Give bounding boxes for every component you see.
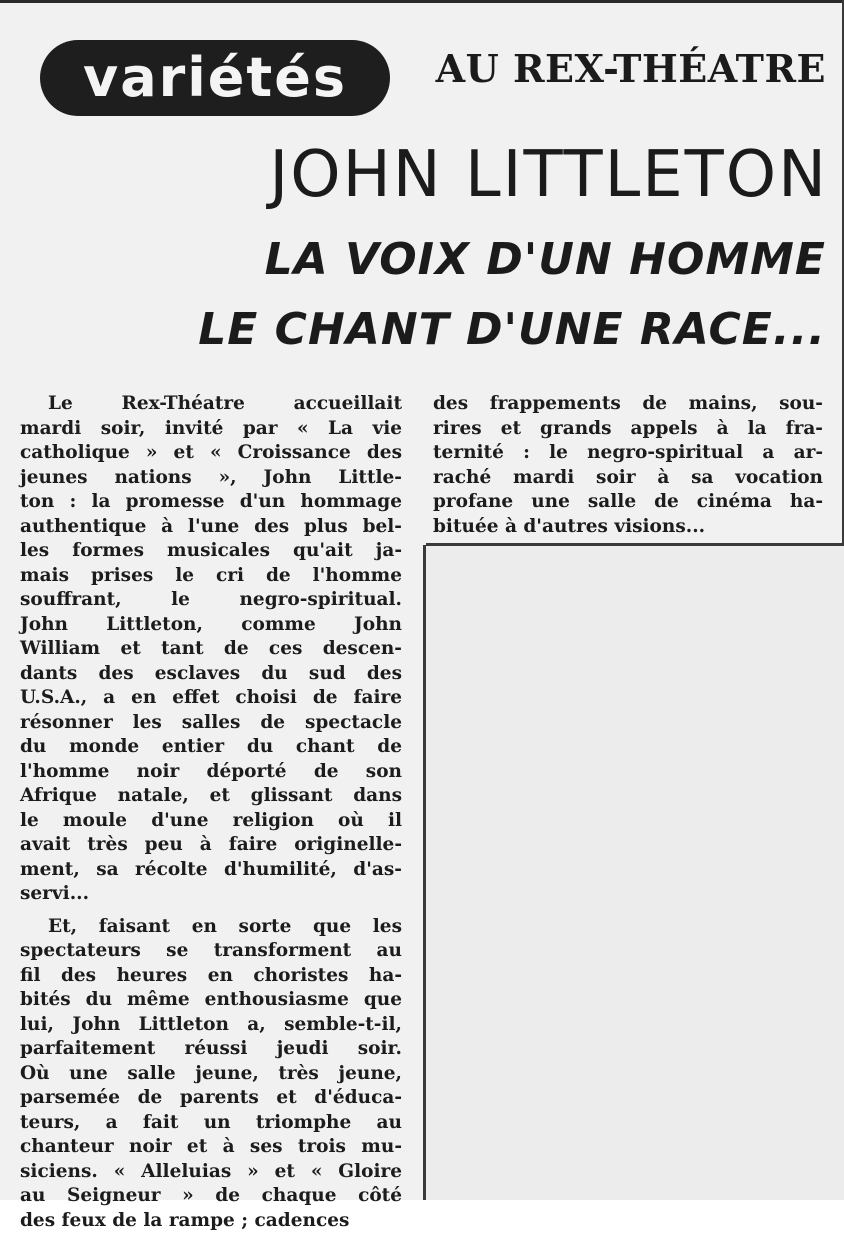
text-line: profane une salle de cinéma ha- [433, 490, 823, 515]
text-line: spectateurs se transforment au [20, 939, 402, 964]
column-divider-vertical [423, 545, 426, 1200]
text-line: Afrique natale, et glissant dans [20, 784, 402, 809]
article-column-1 [20, 392, 402, 1233]
text-line: rires et grands appels à la fra- [433, 417, 823, 442]
text-line: parsemée de parents et d'éduca- [20, 1086, 402, 1111]
section-badge-label: variétés [83, 51, 347, 105]
text-line: parfaitement réussi jeudi soir. [20, 1037, 402, 1062]
top-rule [0, 0, 844, 3]
column-divider-horizontal [426, 543, 844, 546]
text-line: au Seigneur » de chaque côté [20, 1184, 402, 1209]
text-line: bités du même enthousiasme que [20, 988, 402, 1013]
text-line: raché mardi soir à sa vocation [433, 466, 823, 491]
article-column-2 [433, 392, 823, 539]
text-line: catholique » et « Croissance des [20, 441, 402, 466]
text-line: dants des esclaves du sud des [20, 662, 402, 687]
section-badge [40, 40, 390, 116]
text-line: avait très peu à faire originelle- [20, 833, 402, 858]
text-line: Le Rex-Théatre accueillait [20, 392, 402, 417]
text-line: souffrant, le negro-spiritual. [20, 588, 402, 613]
text-line: résonner les salles de spectacle [20, 711, 402, 736]
text-line: le moule d'une religion où il [20, 809, 402, 834]
text-line: U.S.A., a en effet choisi de faire [20, 686, 402, 711]
text-line: ment, sa récolte d'humilité, d'as- [20, 858, 402, 883]
text-line: Et, faisant en sorte que les [20, 915, 402, 940]
text-line: siciens. « Alleluias » et « Gloire [20, 1160, 402, 1185]
text-line: jeunes nations », John Little- [20, 466, 402, 491]
text-line: teurs, a fait un triomphe au [20, 1111, 402, 1136]
text-line: Où une salle jeune, très jeune, [20, 1062, 402, 1087]
headline: JOHN LITTLETON [204, 140, 828, 210]
text-line: servi... [20, 882, 402, 907]
text-line: lui, John Littleton a, semble-t-il, [20, 1013, 402, 1038]
kicker: AU REX-THÉATRE [418, 48, 826, 90]
text-line: mais prises le cri de l'homme [20, 564, 402, 589]
text-line: John Littleton, comme John [20, 613, 402, 638]
text-line: chanteur noir et à ses trois mu- [20, 1135, 402, 1160]
text-line: des feux de la rampe ; cadences [20, 1209, 402, 1233]
text-line: fil des heures en choristes ha- [20, 964, 402, 989]
text-line: l'homme noir déporté de son [20, 760, 402, 785]
deck-line-1: LA VOIX D'UN HOMME [190, 236, 826, 284]
deck-line-2: LE CHANT D'UNE RACE... [190, 306, 826, 354]
text-line: bituée à d'autres visions... [433, 515, 823, 540]
text-line: ton : la promesse d'un hommage [20, 490, 402, 515]
text-line: des frappements de mains, sou- [433, 392, 823, 417]
text-line: ternité : le negro-spiritual a ar- [433, 441, 823, 466]
text-line: mardi soir, invité par « La vie [20, 417, 402, 442]
text-line: authentique à l'une des plus bel- [20, 515, 402, 540]
paragraph-1 [20, 392, 402, 907]
text-line: les formes musicales qu'ait ja- [20, 539, 402, 564]
paragraph-3 [433, 392, 823, 539]
paragraph-2 [20, 915, 402, 1233]
text-line: du monde entier du chant de [20, 735, 402, 760]
text-line: William et tant de ces descen- [20, 637, 402, 662]
